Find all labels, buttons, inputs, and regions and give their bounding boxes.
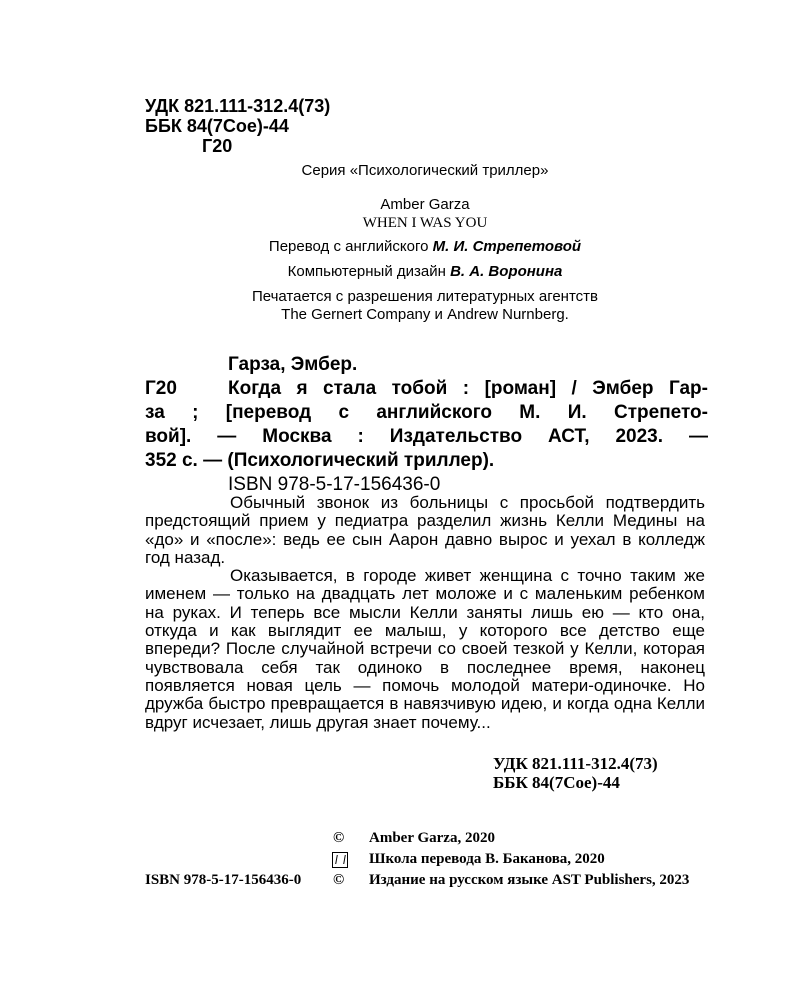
- footer-bbk: ББК 84(7Сое)-44: [493, 773, 620, 792]
- catalog-code: Г20: [145, 378, 177, 399]
- original-title: WHEN I WAS YOU: [362, 215, 488, 231]
- copyright-symbol-1: ©: [333, 830, 345, 846]
- annotation-paragraph-2: Оказывается, в городе живет женщина с точно таким же именем — только на двадцать лет моложе и с маленьким ребенком на руках. И теперь все мысли Келли заняты лишь ею — кто она, откуда и как выглядит ее малыш, у которого все детство еще впереди? После случайной встречи со своей тезкой у Келли, которая чувствовала себя так одиноко в последнее время, наконец появляется новая цель — помочь молодой матери-одиночке. Но дружба быстро превращается в навязчивую идею, и когда одна Келли вдруг исчезает, лишь другая знает почему...: [145, 566, 705, 732]
- catalog-isbn: ISBN 978-5-17-156436-0: [228, 474, 441, 495]
- original-author: Amber Garza: [380, 196, 470, 213]
- copyright-line-1: Amber Garza, 2020: [369, 830, 495, 846]
- translation-school-logo-icon: [332, 852, 348, 868]
- copyright-line-3: Издание на русском языке AST Publishers, 2023: [369, 872, 690, 888]
- permission-line-2: The Gernert Company и Andrew Nurnberg.: [281, 306, 569, 323]
- udk-code: УДК 821.111-312.4(73): [145, 96, 331, 116]
- footer-udk: УДК 821.111-312.4(73): [493, 754, 658, 773]
- translation-prefix: Перевод с английского: [268, 238, 433, 255]
- annotation-paragraph-1: Обычный звонок из больницы с просьбой подтвердить предстоящий прием у педиатра разделил жизнь Келли Медины на «до» и «после»: ведь ее сын Аарон давно вырос и уехал в колледж год назад.: [145, 493, 705, 567]
- design-prefix: Компьютерный дизайн: [287, 263, 451, 280]
- translator-name: М. И. Стрепетовой: [432, 238, 582, 255]
- copyright-line-2: Школа перевода В. Баканова, 2020: [369, 851, 605, 867]
- copyright-isbn: ISBN 978-5-17-156436-0: [145, 872, 302, 888]
- design-credit: [140, 263, 710, 280]
- translation-credit: [140, 238, 710, 255]
- series-line: Серия «Психологический триллер»: [301, 162, 549, 179]
- catalog-author-heading: Гарза, Эмбер.: [228, 354, 358, 375]
- catalog-line-1: Когда я стала тобой : [роман] / Эмбер Гар-: [228, 378, 708, 399]
- designer-name: В. А. Воронина: [450, 263, 563, 280]
- author-mark-code: Г20: [202, 136, 233, 156]
- bbk-code: ББК 84(7Сое)-44: [145, 116, 289, 136]
- catalog-line-4: 352 с. — (Психологический триллер).: [145, 450, 495, 471]
- permission-line-1: Печатается с разрешения литературных агентств: [251, 288, 599, 305]
- catalog-line-2: за ; [перевод с английского М. И. Стрепето-: [145, 402, 708, 423]
- annotation: [145, 494, 705, 732]
- catalog-line-3: вой]. — Москва : Издательство АСТ, 2023. —: [145, 426, 708, 447]
- copyright-symbol-2: ©: [333, 872, 345, 888]
